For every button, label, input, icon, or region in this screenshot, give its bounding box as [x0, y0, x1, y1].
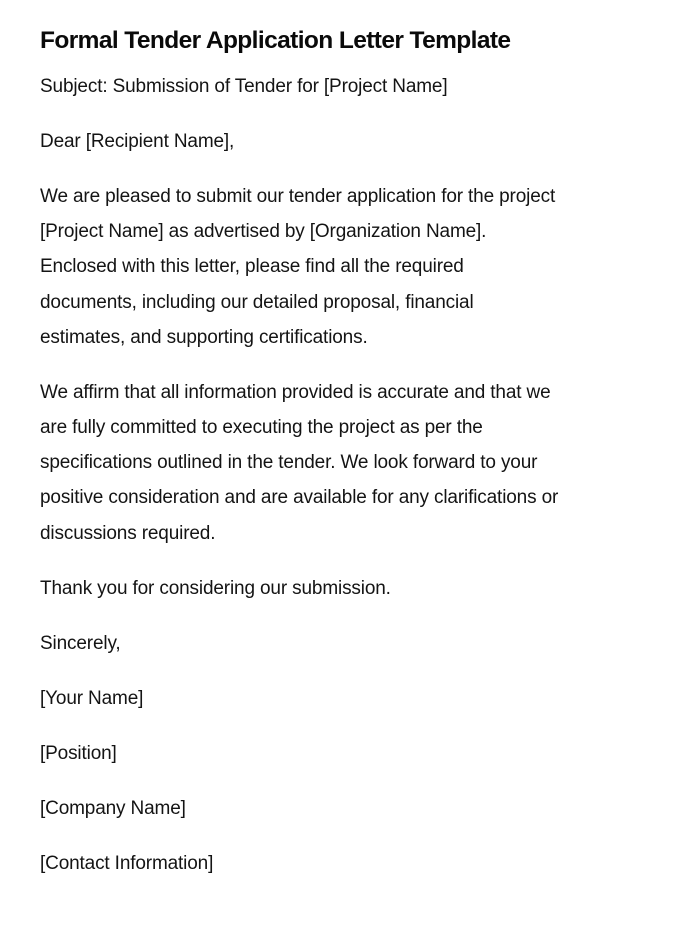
paragraph-line: We affirm that all information provided is accurate and that we — [40, 381, 551, 403]
paragraph-line: documents, including our detailed proposal, financial — [40, 291, 474, 313]
paragraph-line: are fully committed to executing the project as per the — [40, 417, 483, 439]
document-title: Formal Tender Application Letter Template — [40, 27, 511, 54]
paragraph-line: estimates, and supporting certifications. — [40, 326, 368, 348]
paragraph-line: We are pleased to submit our tender application for the project — [40, 186, 556, 207]
paragraph-line: positive consideration and are available for any clarifications or — [40, 487, 559, 509]
paragraph-line: specifications outlined in the tender. We look forward to your — [40, 452, 538, 474]
paragraph-line: discussions required. — [40, 522, 216, 544]
closing-line: Sincerely, — [40, 632, 121, 654]
signature-name: [Your Name] — [40, 687, 144, 709]
thanks-line: Thank you for considering our submission. — [40, 577, 391, 599]
salutation: Dear [Recipient Name], — [40, 131, 235, 152]
signature-contact: [Contact Information] — [40, 852, 214, 874]
signature-position: [Position] — [40, 742, 117, 764]
signature-company: [Company Name] — [40, 797, 186, 819]
body-paragraph-2 — [40, 375, 660, 551]
paragraph-line: [Project Name] as advertised by [Organization Name]. — [40, 221, 487, 243]
paragraph-line: Enclosed with this letter, please find all the required — [40, 256, 464, 278]
subject-line: Subject: Submission of Tender for [Project Name] — [40, 76, 448, 97]
body-paragraph-1 — [40, 179, 660, 355]
